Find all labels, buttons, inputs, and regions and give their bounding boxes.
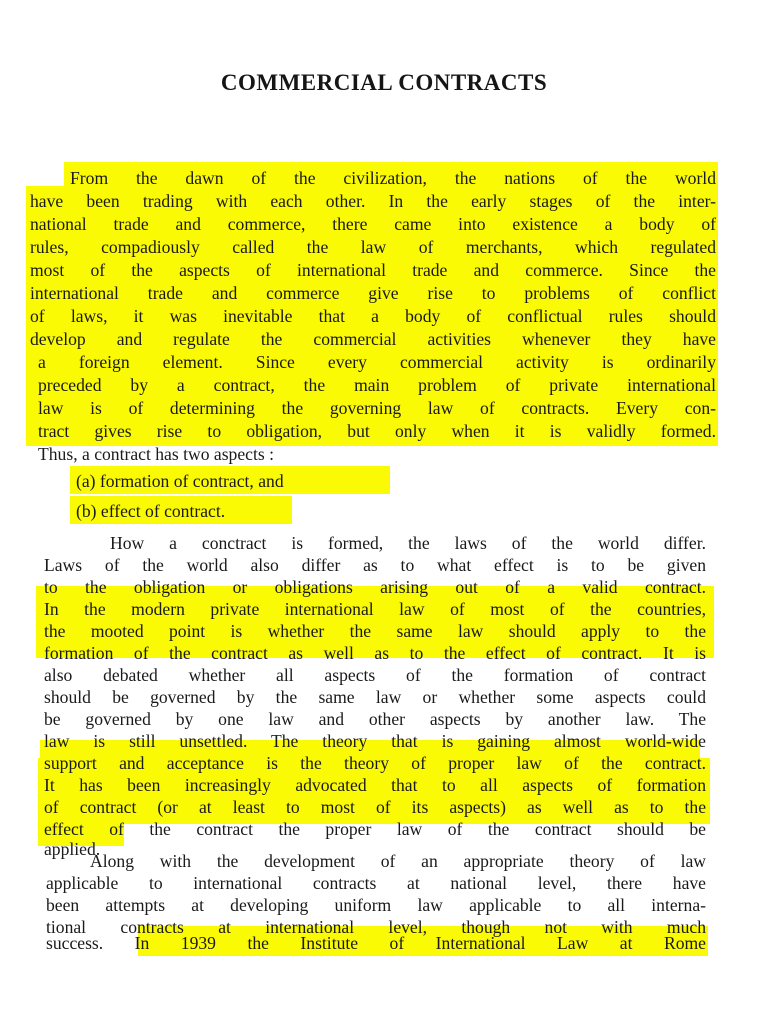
paragraph-1-line: have been trading with each other. In the early stages of the inter-: [30, 191, 716, 211]
paragraph-2-line: effect of the contract the proper law of the contract should be: [44, 819, 706, 839]
paragraph-1-line: of laws, it was inevitable that a body of conflictual rules should: [30, 306, 716, 326]
paragraph-2-line: of contract (or at least to most of its aspects) as well as to the: [44, 797, 706, 817]
paragraph-2-line: should be governed by the same law or whether some aspects could: [44, 687, 706, 707]
paragraph-1-line: preceded by a contract, the main problem of private international: [38, 375, 716, 395]
list-item: (b) effect of contract.: [76, 501, 226, 521]
paragraph-3-line: tional contracts at international level, though not with much: [46, 917, 706, 937]
paragraph-2-line: law is still unsettled. The theory that is gaining almost world-wide: [44, 731, 706, 751]
page-title: COMMERCIAL CONTRACTS: [220, 70, 548, 95]
paragraph-3-line: Along with the development of an appropriate theory of law: [90, 851, 706, 871]
paragraph-2-line: In the modern private international law of most of the countries,: [44, 599, 706, 619]
paragraph-1-line: national trade and commerce, there came into existence a body of: [30, 214, 716, 234]
paragraph-2-line: the mooted point is whether the same law should apply to the: [44, 621, 706, 641]
paragraph-1-line: international trade and commerce give rise to problems of conflict: [30, 283, 716, 303]
paragraph-1-line: develop and regulate the commercial activities whenever they have: [30, 329, 716, 349]
paragraph-1-line: Thus, a contract has two aspects :: [38, 444, 274, 464]
paragraph-1-line: rules, compadiously called the law of merchants, which regulated: [30, 237, 716, 257]
paragraph-2-line: applied.: [44, 839, 101, 859]
paragraph-2-line: It has been increasingly advocated that to all aspects of formation: [44, 775, 706, 795]
paragraph-1-line: law is of determining the governing law of contracts. Every con-: [38, 398, 716, 418]
paragraph-2-line: formation of the contract as well as to the effect of contract. It is: [44, 643, 706, 663]
paragraph-2-line: How a conctract is formed, the laws of the world differ.: [110, 533, 706, 553]
paragraph-2-line: Laws of the world also differ as to what effect is to be given: [44, 555, 706, 575]
paragraph-1-line: most of the aspects of international trade and commerce. Since the: [30, 260, 716, 280]
paragraph-2-line: be governed by one law and other aspects by another law. The: [44, 709, 706, 729]
paragraph-2-line: support and acceptance is the theory of proper law of the contract.: [44, 753, 706, 773]
paragraph-3-line: applicable to international contracts at national level, there have: [46, 873, 706, 893]
paragraph-2-line: also debated whether all aspects of the formation of contract: [44, 665, 706, 685]
list-item: (a) formation of contract, and: [76, 471, 284, 491]
paragraph-3-line: success. In 1939 the Institute of International Law at Rome: [46, 933, 706, 953]
paragraph-1-line: tract gives rise to obligation, but only when it is validly formed.: [38, 421, 716, 441]
paragraph-1-line: From the dawn of the civilization, the nations of the world: [70, 168, 716, 188]
paragraph-3-line: been attempts at developing uniform law applicable to all interna-: [46, 895, 706, 915]
paragraph-2-line: to the obligation or obligations arising out of a valid contract.: [44, 577, 706, 597]
paragraph-1-line: a foreign element. Since every commercial activity is ordinarily: [38, 352, 716, 372]
